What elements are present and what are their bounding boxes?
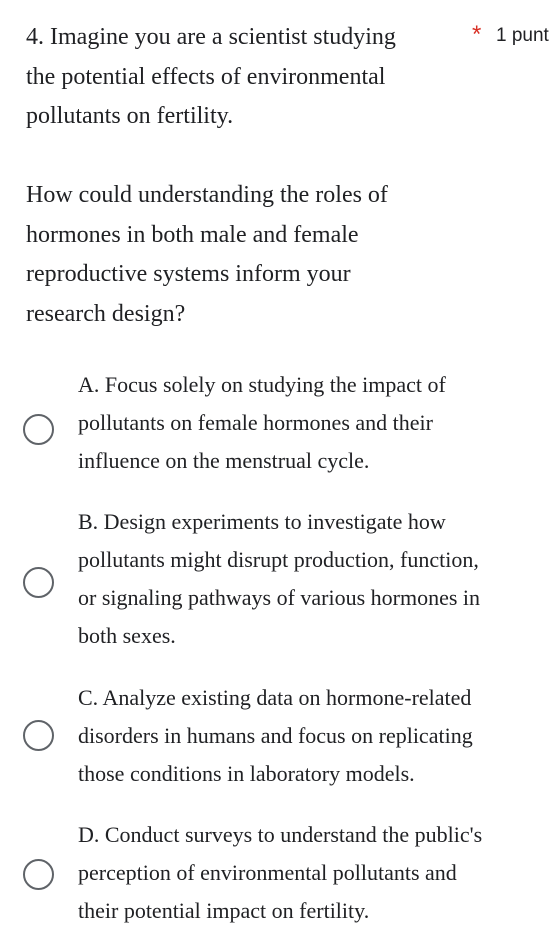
radio-button-c[interactable]	[23, 720, 54, 751]
option-d-label[interactable]: D. Conduct surveys to understand the public's perception of environmental pollutants and their potential impact on fertility.	[78, 822, 483, 923]
radio-button-b[interactable]	[23, 567, 54, 598]
question-points: 1 punt	[496, 25, 549, 46]
radio-button-d[interactable]	[23, 859, 54, 890]
question-title: 4. Imagine you are a scientist studying the potential effects of environmental pollutants on fertility. How could understanding the roles of hormones in both male and female reproductive systems inform your research design?	[26, 24, 396, 327]
radio-button-a[interactable]	[23, 414, 54, 445]
option-b-label[interactable]: B. Design experiments to investigate how pollutants might disrupt production, function, or signaling pathways of various hormones in both sexes.	[78, 509, 481, 648]
option-c-label[interactable]: C. Analyze existing data on hormone-related disorders in humans and focus on replicating those conditions in laboratory models.	[78, 685, 473, 786]
option-a-label[interactable]: A. Focus solely on studying the impact of pollutants on female hormones and their influence on the menstrual cycle.	[78, 372, 446, 473]
required-asterisk: *	[472, 21, 482, 48]
